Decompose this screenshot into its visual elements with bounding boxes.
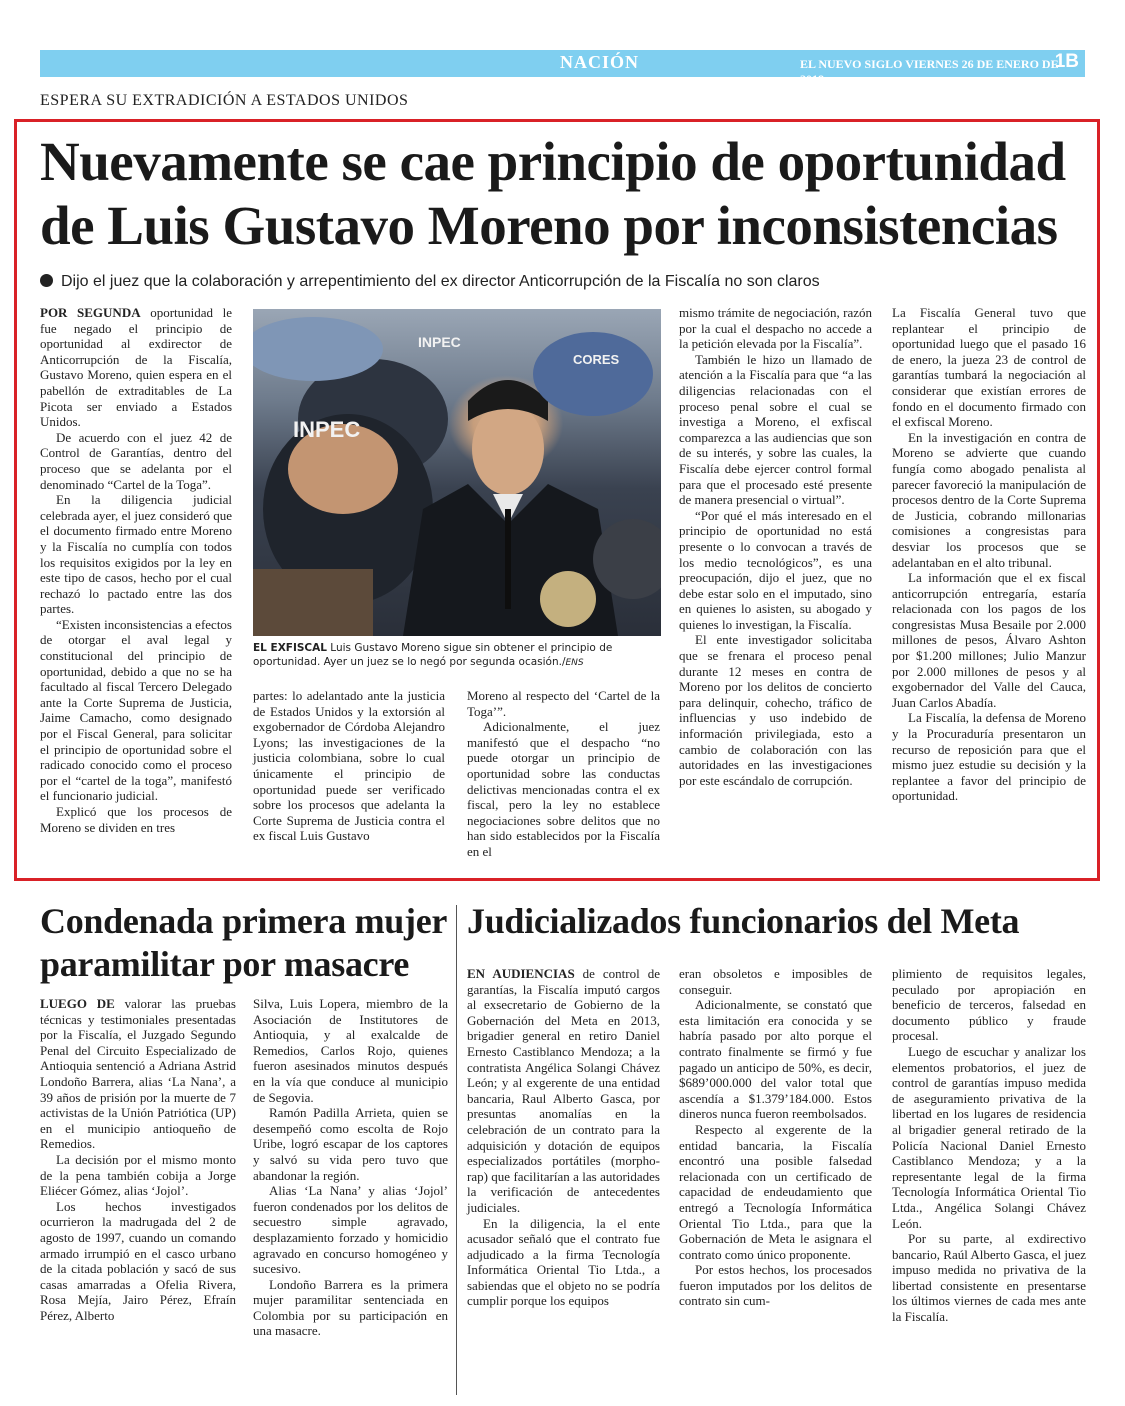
main-col4-p1: mismo trámite de negociación, razón por la cual el despacho no accede a la petición elevada por la Fiscalía”.: [679, 305, 872, 352]
section-header-bar: [40, 50, 1085, 86]
main-kicker: ESPERA SU EXTRADICIÓN A ESTADOS UNIDOS: [40, 92, 409, 109]
bullet-icon: [40, 274, 53, 287]
main-column-3: [467, 688, 660, 860]
right-col2-p2: Adicionalmente, se constató que esta limitación era conocida y se habría pasado por alto porque el contrato finalmente se firmó y fue pagado un anticipo de 50%, es decir, $689’000.000 del valor total que ascendía a $1.379’184.000. Estos dineros nunca fueron reembolsados.: [679, 997, 872, 1122]
main-column-1: [40, 305, 232, 835]
main-col5-p2: En la investigación en contra de Moreno se advierte que cuando fungía como abogado penalista al parecer favoreció la manipulación de procesos dentro de la Corte Suprema de Justicia, cobrando millonarias comisiones a congresistas para desviar los procesos que se adelantaban en el alto tribunal.: [892, 429, 1086, 570]
main-col1-p5: Explicó que los procesos de Moreno se dividen en tres: [40, 804, 232, 835]
left-headline-line2: paramilitar por masacre: [40, 944, 410, 984]
left-col1-p1: LUEGO DE valorar las pruebas técnicas y testimoniales presentadas por la Fiscalía, el Juzgado Segundo Penal del Circuito Especializado de Antioquia sentenció a Adriana Astrid Londoño Barrera, alias ‘La Nana’, a 39 años de prisión por la muerte de 7 activistas de la Unión Patriótica (UP) en el municipio antioqueño de Remedios.: [40, 996, 236, 1152]
right-col3-p2: Luego de escuchar y analizar los elementos probatorios, el juez de control de garantías impuso medida de aseguramiento privativa de la libertad en los lugares de residencia al brigadier general retirado de la Policía Nacional Daniel Ernesto Castiblanco Mendoza; y a la representante legal de la firma Tecnología Informática Oriental Tio Ltda., Angélica Solangi Chávez León.: [892, 1043, 1086, 1231]
main-col3-p1: Moreno al respecto del ‘Cartel de la Toga’”.: [467, 688, 660, 719]
page-number: 1B: [1054, 51, 1079, 72]
vest-text-inpec-1: INPEC: [293, 417, 361, 442]
left-story-column-2: [253, 996, 448, 1339]
main-col5-p1: La Fiscalía General tuvo que replantear el principio de oportunidad luego que el pasado 16 de enero, la jueza 23 de control de garantías tumbará la negociación al considerar que existían errores de fondo en el documento firmado con el exfiscal Moreno.: [892, 305, 1086, 430]
publication-date: EL NUEVO SIGLO VIERNES 26 DE ENERO DE 2018: [800, 57, 1059, 86]
main-col4-p2: También le hizo un llamado de atención a la Fiscalía para que “a las diligencias relacionadas con el proceso penal sobre el cual se investiga a Moreno, el exfiscal comparezca a las audiencias que son de su interés, y sobre las cuales, la Fiscalía debe ejercer control formal para que el procesado esté presente de manera presencial o virtual”.: [679, 351, 872, 508]
left-col1-p2: La decisión por el mismo monto de la pena también cobija a Jorge Eliécer Gómez, alias ‘Jojol’.: [40, 1151, 236, 1199]
main-deck-text: Dijo el juez que la colaboración y arrepentimiento del ex director Anticorrupción de la Fiscalía no son claros: [61, 273, 820, 290]
left-col1-p3: Los hechos investigados ocurrieron la madrugada del 2 de agosto de 1997, cuando un comando armado irrumpió en el casco urbano de la citada población y sacó de sus casas amarradas a Ofelia Rivera, Rosa Mejía, Jairo Pérez, Efraín Pérez, Alberto: [40, 1198, 236, 1323]
main-col1-p2: De acuerdo con el juez 42 de Control de Garantías, dentro del proceso que se adelanta por el denominado “Cartel de la Toga”.: [40, 429, 232, 492]
right-col1-p1: EN AUDIENCIAS de control de garantías, la Fiscalía imputó cargos al exsecretario de Gobierno de la Gobernación del Meta en 2013, brigadier general en retiro Daniel Ernesto Castiblanco Mendoza; a la contratista Angélica Solangi Chávez León; y al exgerente de una entidad bancaria, Raul Alberto Gasca, por presuntas anomalías en la celebración de un contrato para la adquisición y dotación de equipos especializados portátiles (morpho-rap) que facilitarían a las autoridades la verificación de antecedentes judiciales.: [467, 966, 660, 1215]
main-col5-p4: La Fiscalía, la defensa de Moreno y la Procuraduría presentaron un recurso de reposición para que el mismo juez estudie su decisión y la replantee a favor del principio de oportunidad.: [892, 710, 1086, 804]
right-story-column-1: [467, 966, 660, 1309]
left-col2-p1: Silva, Luis Lopera, miembro de la Asociación de Institutores de Antioquia, y al exalcalde de Remedios, Carlos Rojo, quienes fueron asesinados minutos después en la vía que conduce al municipio de Segovia.: [253, 996, 448, 1105]
vest-text-cores: CORES: [573, 352, 620, 367]
right-story-headline: Judicializados funcionarios del Meta: [467, 901, 1020, 941]
photo-credit: ENS: [565, 658, 584, 668]
left-story-column-1: [40, 996, 236, 1323]
right-col3-p3: Por su parte, al exdirectivo bancario, Raúl Alberto Gasca, el juez impuso medida no privativa de la libertad consistente en presentarse los últimos viernes de cada mes ante la Fiscalía.: [892, 1231, 1086, 1325]
left-story-headline: [40, 900, 450, 986]
main-lead: POR SEGUNDA: [40, 305, 141, 320]
main-col1-p1: POR SEGUNDA oportunidad le fue negado el principio de oportunidad al exdirector de Anticorrupción de la Fiscalía, Gustavo Moreno, quien espera en el pabellón de extraditables de La Picota ser enviado a Estados Unidos.: [40, 305, 232, 430]
column-divider: [456, 905, 457, 1395]
right-col2-p1: eran obsoletos e imposibles de conseguir.: [679, 966, 872, 997]
right-col2-p3: Respecto al exgerente de la entidad bancaria, la Fiscalía encontró una posible falsedad relacionada con un certificado de capacidad de endeudamiento que entregó a Tecnología Informática Oriental Tio Ltda., para que la Gobernación de Meta le asignara el contrato como único proponente.: [679, 1121, 872, 1262]
main-headline: [40, 130, 1090, 258]
right-col1-p2: En la diligencia, la el ente acusador señaló que el contrato fue adjudicado a la firma Tecnología Informática Oriental Tio Ltda., a sabiendas que el objeto no se podría cumplir porque los equipos: [467, 1215, 660, 1309]
left-headline-line1: Condenada primera mujer: [40, 901, 448, 941]
right-lead: EN AUDIENCIAS: [467, 966, 575, 981]
section-name: NACIÓN: [560, 52, 640, 72]
main-col1-p3: En la diligencia judicial celebrada ayer, el juez consideró que el documento firmado entre Moreno y la Fiscalía no cumplía con todos los requisitos exigidos por la ley en este tipo de casos, hecho por el cual rechazó lo pactado entre las dos partes.: [40, 492, 232, 617]
right-story-column-3: [892, 966, 1086, 1325]
main-deck: [40, 273, 1090, 291]
main-col3-p2: Adicionalmente, el juez manifestó que el despacho “no puede otorgar un principio de oportunidad sobre las conductas delictivas mencionadas contra el ex fiscal, pero la ley no establece negociaciones sobre delitos que no han sido establecidos por la Fiscalía en el: [467, 719, 660, 859]
left-col2-p4: Londoño Barrera es la primera mujer paramilitar sentenciada en Colombia por su participación en una masacre.: [253, 1276, 448, 1339]
right-col3-p1: plimiento de requisitos legales, peculado por apropiación en beneficio de terceros, falsedad en documento público y fraude procesal.: [892, 966, 1086, 1044]
main-col1-p4: “Existen inconsistencias a efectos de otorgar el aval legal y constitucional del principio de oportunidad, debido a que no se ha facultado al fiscal Tercero Delegado ante la Corte Suprema de Justicia, Jaime Camacho, como designado por el Fiscal General, para solicitar el principio de oportunidad sobre el radicado conocido como el proceso por el “cartel de la toga”, manifestó el funcionario judicial.: [40, 616, 232, 804]
main-headline-line1: Nuevamente se cae principio de oportunidad: [40, 131, 1066, 192]
photo-luis-gustavo-moreno: [253, 309, 661, 636]
main-col4-p3: “Por qué el más interesado en el principio de oportunidad no está presente o lo convocan a través de los medio tecnológicos”, es una preocupación, dijo el juez, que no debe estar solo en el imputado, sino en quienes lo asisten, su abogado y quienes lo investigan, la Fiscalía.: [679, 507, 872, 632]
main-column-2: [253, 688, 445, 844]
photo-caption-text: Luis Gustavo Moreno sigue sin obtener el principio de oportunidad. Ayer un juez se lo negó por segunda ocasión./: [253, 642, 613, 668]
main-col5-p3: La información que el ex fiscal anticorrupción entregaría, estaría relacionada con los pagos de los congresistas Musa Besaile por 2.000 millones de pesos, Álvaro Ashton por $1.200 millones; Julio Manzur por 2.000 millones de pesos y al exgobernador del Valle del Cauca, Juan Carlos Abadía.: [892, 570, 1086, 710]
main-column-4: [679, 305, 872, 788]
left-col2-p2: Ramón Padilla Arrieta, quien se desempeñó como escolta de Rojo Uribe, logró escapar de los captores y salvó su vida pero tuvo que abandonar la región.: [253, 1105, 448, 1183]
main-col4-p4: El ente investigador solicitaba que se frenara el proceso penal durante 12 meses en contra de Moreno por los delitos de concierto para delinquir, cohecho, tráfico de influencias y uso indebido de información privilegiada, esto a cambio de colaboración con las autoridades en las investigaciones por este escándalo de corrupción.: [679, 632, 872, 788]
left-col2-p3: Alias ‘La Nana’ y alias ‘Jojol’ fueron condenados por los delitos de secuestro simple agravado, desplazamiento forzado y homicidio agravado en concurso homogéneo y sucesivo.: [253, 1183, 448, 1277]
left-lead: LUEGO DE: [40, 996, 115, 1011]
right-story-column-2: [679, 966, 872, 1309]
main-col2-p1: partes: lo adelantado ante la justicia de Estados Unidos y la extorsión al exgobernador de Córdoba Alejandro Lyons; las investigaciones de la justicia colombiana, sobre lo cual únicamente el principio de oportunidad puede ser verificado sobre los procesos que adelanta la Corte Suprema de Justicia contra el ex fiscal Luis Gustavo: [253, 688, 445, 844]
vest-text-inpec-2: INPEC: [418, 334, 461, 350]
photo-caption-lead: EL EXFISCAL: [253, 642, 327, 654]
photo-caption: [253, 641, 661, 670]
main-headline-line2: de Luis Gustavo Moreno por inconsistencias: [40, 195, 1058, 256]
main-column-5: [892, 305, 1086, 804]
photo-illustration: [253, 309, 661, 636]
right-col2-p4: Por estos hechos, los procesados fueron imputados por los delitos de contrato sin cum-: [679, 1262, 872, 1309]
